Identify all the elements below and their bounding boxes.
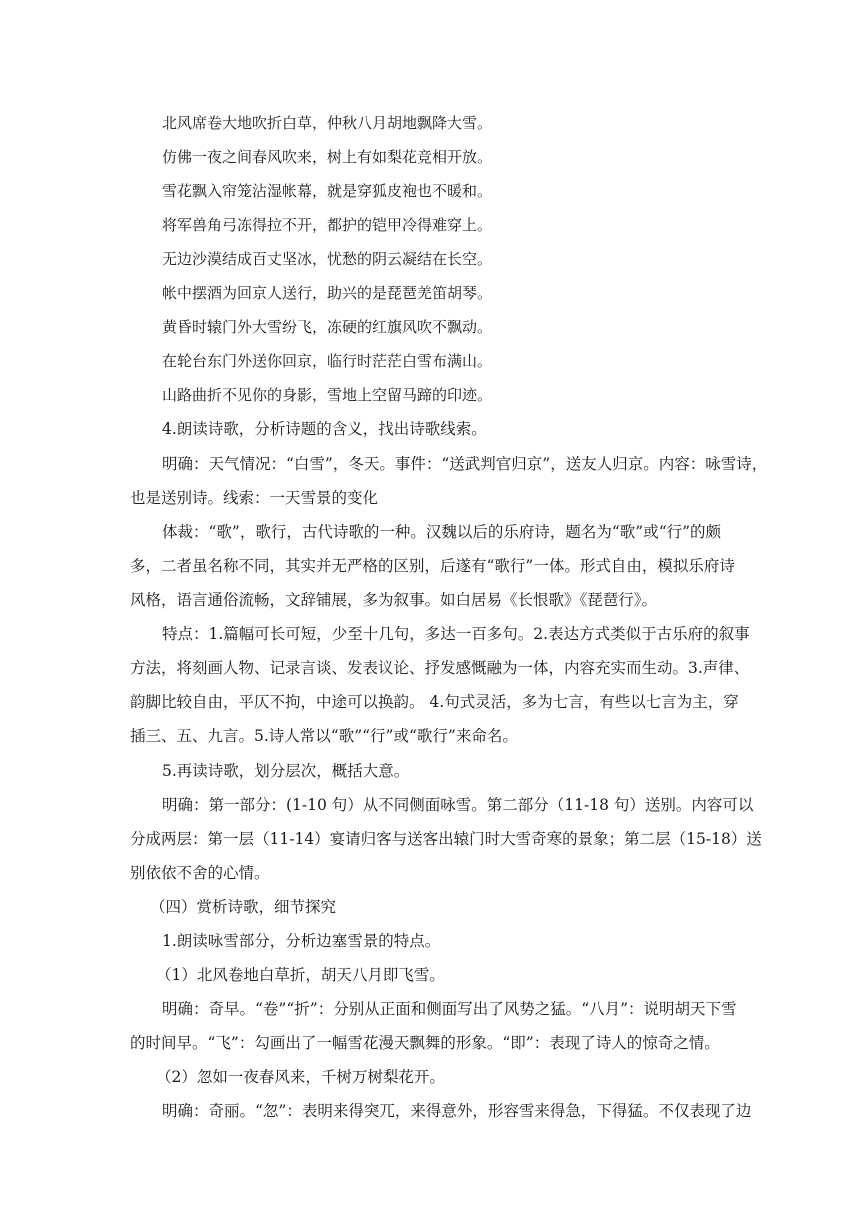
section-4-heading: （四）赏析诗歌，细节探究 (150, 898, 337, 916)
answer-5-line-3: 别依依不舍的心情。 (130, 864, 270, 882)
translation-line: 将军兽角弓冻得拉不开，都护的铠甲冷得难穿上。 (162, 216, 493, 234)
translation-line: 在轮台东门外送你回京，临行时茫茫白雪布满山。 (162, 352, 493, 370)
features-line-2: 方法，将刻画人物、记录言谈、发表议论、抒发感慨融为一体，内容充实而生动。3.声律、 (130, 659, 750, 677)
question-4: 4.朗读诗歌，分析诗题的含义，找出诗歌线索。 (162, 420, 487, 438)
features-line-1: 特点：1.篇幅可长可短，少至十几句，多达一百多句。2.表达方式类似于古乐府的叙事 (162, 625, 750, 643)
genre-line-1: 体裁：“歌”，歌行，古代诗歌的一种。汉魏以后的乐府诗，题名为“歌”或“行”的颇 (162, 523, 722, 541)
genre-line-3: 风格，语言通俗流畅，文辞铺展，多为叙事。如白居易《长恨歌》《琵琶行》。 (130, 591, 658, 609)
poem-quote-1: （1）北风卷地白草折，胡天八月即飞雪。 (156, 966, 445, 984)
answer-4-line-1: 明确：天气情况：“白雪”，冬天。事件：“送武判官归京”，送友人归京。内容：咏雪诗， (162, 455, 768, 473)
translation-line: 无边沙漠结成百丈坚冰，忧愁的阴云凝结在长空。 (162, 250, 493, 268)
question-5: 5.再读诗歌，划分层次，概括大意。 (162, 762, 410, 780)
answer-5-line-1: 明确：第一部分：(1-10 句）从不同侧面咏雪。第二部分（11-18 句）送别。内容可以 (162, 796, 754, 814)
translation-line: 山路曲折不见你的身影，雪地上空留马蹄的印迹。 (162, 386, 493, 404)
features-line-3: 韵脚比较自由，平仄不拘，中途可以换韵。 4.句式灵活，多为七言，有些以七言为主，穿 (130, 693, 739, 711)
translation-line: 仿佛一夜之间春风吹来，树上有如梨花竞相开放。 (162, 148, 493, 166)
translation-line: 北风席卷大地吹折白草，仲秋八月胡地飘降大雪。 (162, 114, 493, 132)
features-line-4: 插三、五、九言。5.诗人常以“歌”“行”或“歌行”来命名。 (130, 727, 518, 745)
answer-1-line-2: 的时间早。“飞”：勾画出了一幅雪花漫天飘舞的形象。“即”：表现了诗人的惊奇之情。 (130, 1034, 720, 1052)
translation-line: 帐中摆酒为回京人送行，助兴的是琵琶羌笛胡琴。 (162, 284, 493, 302)
answer-5-line-2: 分成两层：第一层（11-14）宴请归客与送客出辕门时大雪奇寒的景象；第二层（15-18）送 (130, 830, 762, 848)
poem-quote-2: （2）忽如一夜春风来，千树万树梨花开。 (156, 1068, 445, 1086)
translation-line: 黄昏时辕门外大雪纷飞，冻硬的红旗风吹不飘动。 (162, 318, 493, 336)
question-1: 1.朗读咏雪部分，分析边塞雪景的特点。 (162, 932, 441, 950)
translation-line: 雪花飘入帘笼沾湿帐幕，就是穿狐皮袍也不暖和。 (162, 182, 493, 200)
answer-4-line-2: 也是送别诗。线索：一天雪景的变化 (130, 489, 379, 507)
answer-1-line-1: 明确：奇早。“卷”“折”：分别从正面和侧面写出了风势之猛。“八月”：说明胡天下雪 (162, 1000, 737, 1018)
answer-2-line-1: 明确：奇丽。“忽”：表明来得突兀，来得意外，形容雪来得急，下得猛。不仅表现了边 (162, 1102, 752, 1120)
genre-line-2: 多，二者虽名称不同，其实并无严格的区别，后遂有“歌行”一体。形式自由，模拟乐府诗 (130, 557, 735, 575)
